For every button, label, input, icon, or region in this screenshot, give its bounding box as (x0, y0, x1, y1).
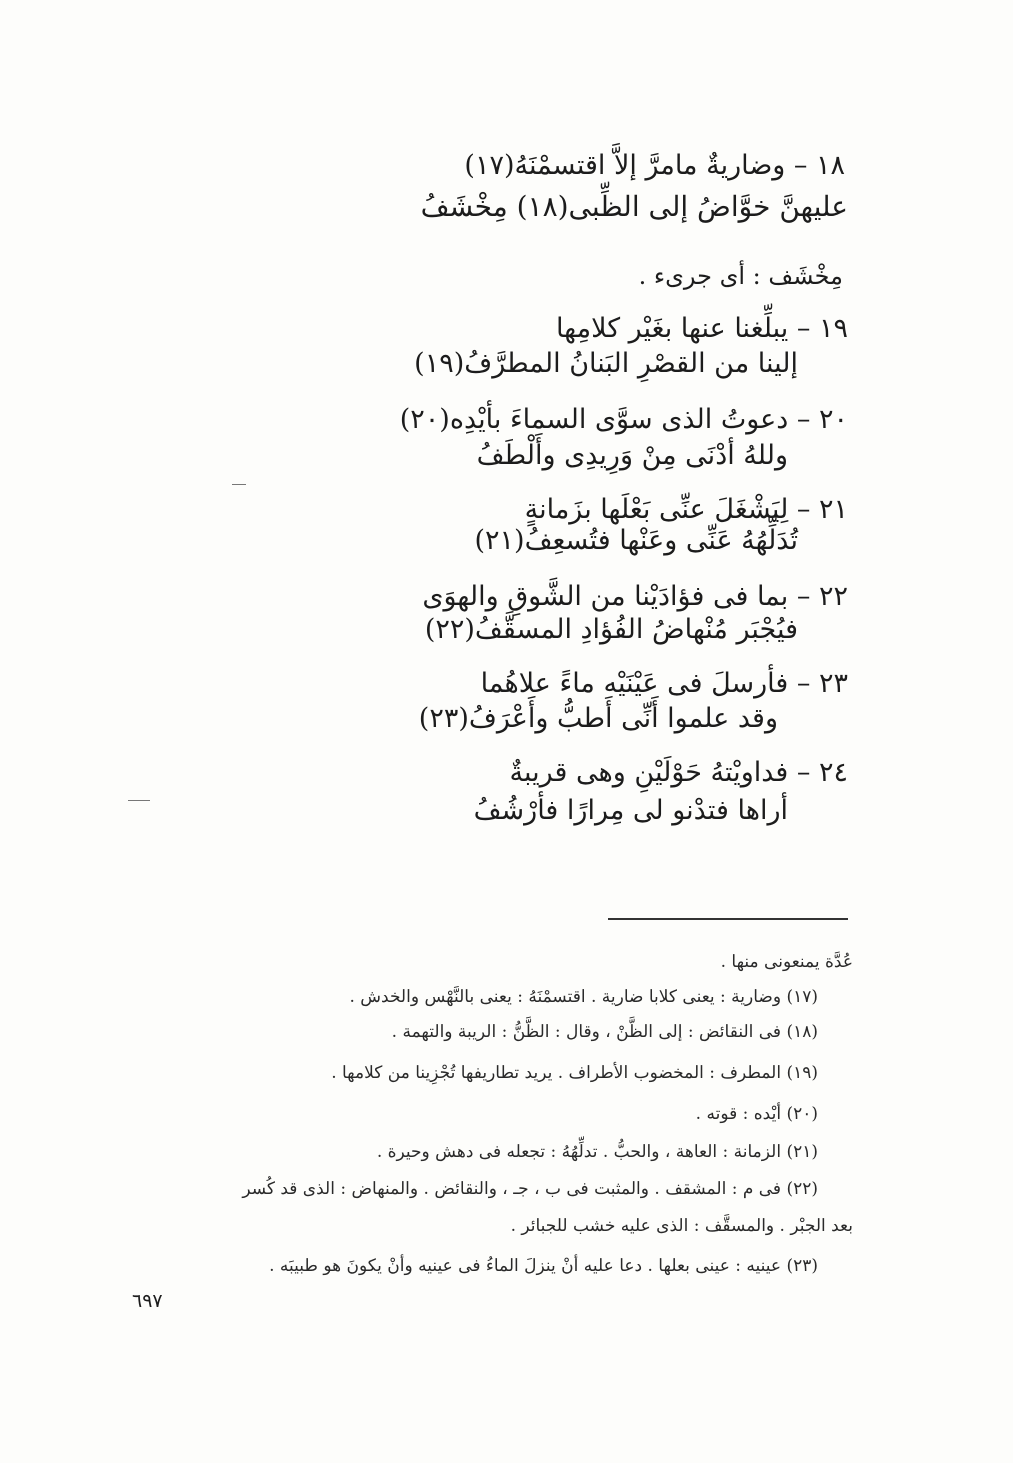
footnote-18: (١٨) فى النقائض : إلى الظَّنْ ، وقال : الظَّنُّ : الريبة والتهمة . (391, 1022, 818, 1042)
verse-23-first-hemistich: ٢٣ – فأرسلَ فى عَيْنَيْه ماءً علاهُما (480, 668, 848, 699)
footnote-20: (٢٠) أيْده : قوته . (695, 1104, 818, 1124)
verse-20-first-hemistich: ٢٠ – دعوتُ الذى سوَّى السماءَ بأيْدِه(٢٠) (399, 404, 848, 435)
verse-22-first-hemistich: ٢٢ – بما فى فؤادَيْنا من الشَّوقِ والهوَى (422, 581, 848, 612)
verse-24-second-hemistich: أراها فتدْنو لى مِرارًا فأرْشُفُ (473, 795, 788, 826)
verse-22-second-hemistich: فيُجْبَر مُنْهاضُ الفُؤادِ المسقَّفُ(٢٢) (424, 614, 798, 645)
footnote-19: (١٩) المطرف : المخضوب الأطراف . يريد تطاريفها تُجْزِينا من كلامها . (331, 1063, 818, 1083)
verse-19-first-hemistich: ١٩ – يبلِّغنا عنها بغَيْر كلامِها (555, 313, 848, 344)
footnote-22-continuation: بعد الجبْر . والمسقَّف : الذى عليه خشب للجبائر . (510, 1216, 853, 1236)
verse-20-second-hemistich: وللهُ أدْنَى مِنْ وَرِيدِى وأَلْطَفُ (476, 440, 788, 471)
footnote-continuation: عُدَّة يمنعونى منها . (720, 952, 853, 972)
verse-18-first-hemistich: ١٨ – وضاريةٌ مامرَّ إلاَّ اقتسمْنَهُ(١٧) (464, 150, 845, 181)
verse-21-second-hemistich: تُدَلِّهُهُ عَنِّى وعَنْها فتُسعِفُ(٢١) (474, 525, 798, 556)
verse-21-first-hemistich: ٢١ – لِيَشْغَلَ عنِّى بَعْلَها بزَمانةٍ (524, 494, 848, 525)
footnote-23: (٢٣) عينيه : عينى بعلها . دعا عليه أنْ ينزلَ الماءُ فى عينيه وأنْ يكونَ هو طبيبَه . (269, 1256, 818, 1276)
margin-tick (128, 800, 150, 801)
page-number: ٦٩٧ (132, 1290, 163, 1312)
verse-23-second-hemistich: وقد علموا أَنِّى أَطبُّ وأَعْرَفُ(٢٣) (418, 703, 778, 734)
verse-19-second-hemistich: إلينا من القصْرِ البَنانُ المطرَّفُ(١٩) (414, 348, 798, 379)
margin-tick (232, 484, 246, 485)
footnote-21: (٢١) الزمانة : العاهة ، والحبُّ . تدلِّهُهُ : تجعله فى دهش وحيرة . (376, 1142, 818, 1162)
footnote-separator-rule (608, 918, 848, 920)
footnote-22: (٢٢) فى م : المشقف . والمثبت فى ب ، جـ ، والنقائض . والمنهاض : الذى قد كُسر (242, 1179, 818, 1199)
verse-24-first-hemistich: ٢٤ – فداويْتهُ حَوْلَيْنِ وهى قريبةٌ (509, 757, 848, 788)
gloss-mikhshaf: مِخْشَف : أى جرىء . (638, 262, 843, 290)
verse-18-second-hemistich: عليهنَّ خوَّاضُ إلى الظِّبى(١٨) مِخْشَفُ (420, 190, 848, 223)
footnote-17: (١٧) وضارية : يعنى كلابا ضارية . اقتسمْنَهُ : يعنى بالنَّهْس والخدش . (349, 987, 818, 1007)
